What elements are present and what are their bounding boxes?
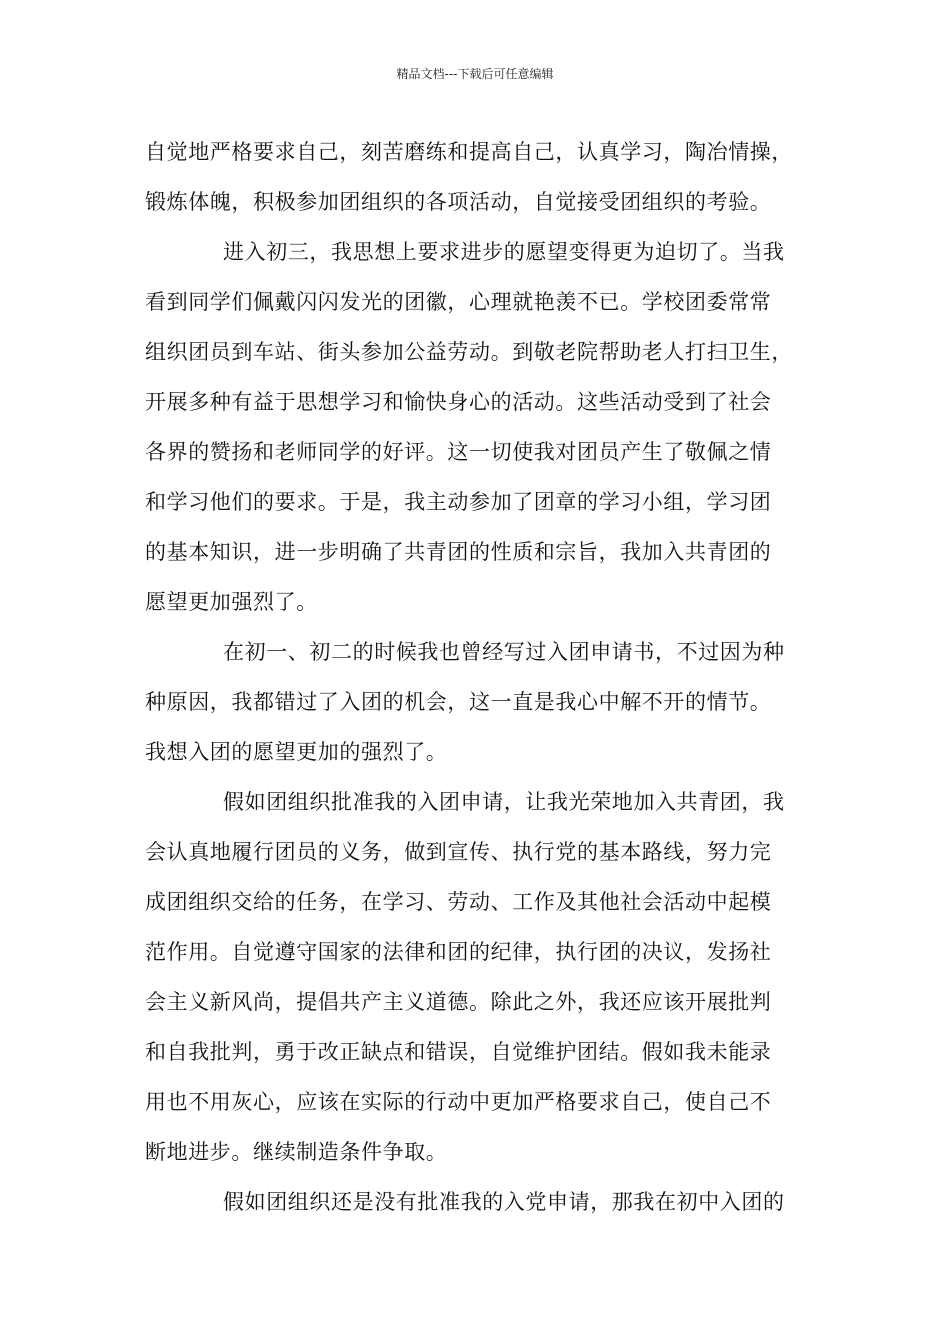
text-line: 我想入团的愿望更加的强烈了。 <box>145 740 448 764</box>
text-line: 组织团员到车站、街头参加公益劳动。到敬老院帮助老人打扫卫生， <box>145 340 793 364</box>
text-line: 锻炼体魄，积极参加团组织的各项活动，自觉接受团组织的考验。 <box>145 190 772 214</box>
text-line: 会认真地履行团员的义务，做到宣传、执行党的基本路线，努力完 <box>145 840 772 864</box>
text-line: 用也不用灰心，应该在实际的行动中更加严格要求自己，使自己不 <box>145 1090 772 1114</box>
text-line: 种原因，我都错过了入团的机会，这一直是我心中解不开的情节。 <box>145 690 772 714</box>
text-line: 的基本知识，进一步明确了共青团的性质和宗旨，我加入共青团的 <box>145 540 772 564</box>
text-line: 看到同学们佩戴闪闪发光的团徽，心理就艳羡不已。学校团委常常 <box>145 290 772 314</box>
text-line: 愿望更加强烈了。 <box>145 590 318 614</box>
paragraph-start-line: 在初一、初二的时候我也曾经写过入团申请书，不过因为种 <box>223 640 785 664</box>
text-line: 开展多种有益于思想学习和愉快身心的活动。这些活动受到了社会 <box>145 390 772 414</box>
text-line: 自觉地严格要求自己，刻苦磨练和提高自己，认真学习，陶冶情操， <box>145 140 793 164</box>
text-line: 范作用。自觉遵守国家的法律和团的纪律，执行团的决议，发扬社 <box>145 940 772 964</box>
text-line: 断地进步。继续制造条件争取。 <box>145 1140 448 1164</box>
paragraph-start-line: 进入初三，我思想上要求进步的愿望变得更为迫切了。当我 <box>223 240 785 264</box>
text-line: 会主义新风尚，提倡共产主义道德。除此之外，我还应该开展批判 <box>145 990 772 1014</box>
paragraph-start-line: 假如团组织还是没有批准我的入党申请，那我在初中入团的 <box>223 1190 785 1214</box>
page-header: 精品文档---下载后可任意编辑 <box>396 67 554 81</box>
text-line: 和自我批判，勇于改正缺点和错误，自觉维护团结。假如我未能录 <box>145 1040 772 1064</box>
text-line: 各界的赞扬和老师同学的好评。这一切使我对团员产生了敬佩之情 <box>145 440 772 464</box>
text-line: 成团组织交给的任务，在学习、劳动、工作及其他社会活动中起模 <box>145 890 772 914</box>
text-line: 和学习他们的要求。于是，我主动参加了团章的学习小组，学习团 <box>145 490 772 514</box>
paragraph-start-line: 假如团组织批准我的入团申请，让我光荣地加入共青团，我 <box>223 790 785 814</box>
document-body <box>145 127 810 1227</box>
